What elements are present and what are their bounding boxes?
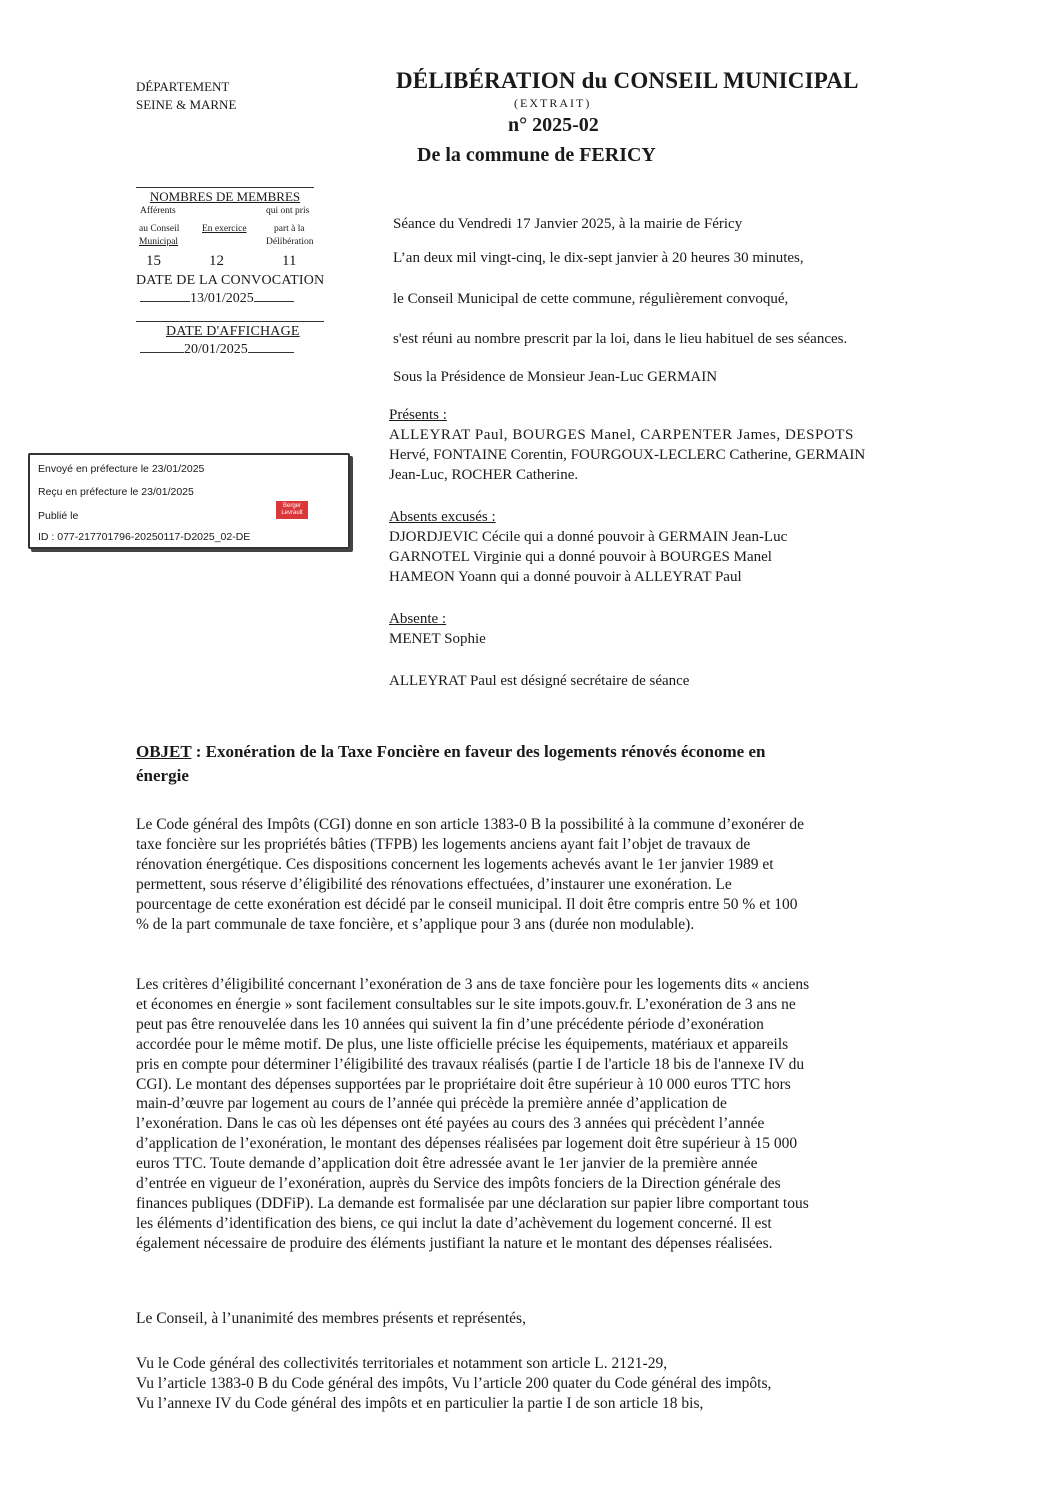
- presents-label: Présents :: [389, 407, 447, 423]
- p2-line: d’entrée en vigueur de l’exonération, auprès du Service des impôts fonciers de la Direction générale des: [136, 1175, 781, 1193]
- vu-line: Vu l’article 1383-0 B du Code général des impôts, Vu l’article 200 quater du Code général des impôts,: [136, 1374, 772, 1392]
- commune-title: De la commune de FERICY: [417, 144, 656, 166]
- absents-line2: GARNOTEL Virginie qui a donné pouvoir à BOURGES Manel: [389, 549, 772, 565]
- p2-line: finances publiques (DDFiP). La demande est formalisée par une déclaration sur papier libre comportant tous: [136, 1194, 809, 1212]
- p2-line: peut pas être renouvelée dans les 10 années qui suivent la fin d’une précédente période d’exonération: [136, 1015, 764, 1033]
- presents-line1: ALLEYRAT Paul, BOURGES Manel, CARPENTER James, DESPOTS: [389, 427, 854, 443]
- stamp-recu: Reçu en préfecture le 23/01/2025: [38, 486, 194, 498]
- paragraph-2: [136, 975, 958, 1254]
- p2-line: euros TTC. Toute demande d’application doit être adressée avant le 1er janvier de la première année: [136, 1155, 758, 1173]
- p2-line: main-d’œuvre par logement au cours de l’année qui précède la première année d’application de: [136, 1095, 727, 1113]
- membres-columns: [136, 205, 332, 249]
- p2-line: les éléments d’identification des biens, ce qui inclut la date d’achèvement du logement concerné. Il est: [136, 1214, 772, 1232]
- absente-label: Absente :: [389, 611, 447, 627]
- p1-line: Le Code général des Impôts (CGI) donne en son article 1383-0 B la possibilité à la commune d’exonérer de: [136, 816, 805, 833]
- extrait-label: (EXTRAIT): [514, 96, 592, 110]
- count-afferents: 15: [146, 253, 161, 269]
- objet-text1: Exonération de la Taxe Foncière en faveur des logements rénovés économe en: [205, 742, 766, 761]
- count-en-exercice: 12: [209, 253, 224, 269]
- membres-counts: [136, 251, 332, 273]
- department-block: [136, 78, 236, 114]
- objet-heading: [136, 740, 926, 788]
- membres-heading: NOMBRES DE MEMBRES: [136, 187, 314, 205]
- absents-line1: DJORDJEVIC Cécile qui a donné pouvoir à GERMAIN Jean-Luc: [389, 529, 788, 545]
- p1-line: % de la part communale de taxe foncière, et s’applique pour 3 ans (durée non modulable).: [136, 915, 695, 933]
- berger-levrault-logo: [276, 501, 308, 519]
- membres-block: [136, 187, 332, 358]
- seance-line1: Séance du Vendredi 17 Janvier 2025, à la mairie de Féricy: [393, 216, 743, 232]
- col-afferents-b: Municipal: [139, 237, 179, 247]
- logo-line1: Berger: [282, 503, 301, 509]
- seance-line4: s'est réuni au nombre prescrit par la loi, dans le lieu habituel de ses séances.: [393, 331, 848, 347]
- stamp-publie: Publié le: [38, 510, 79, 522]
- objet-label: OBJET: [136, 742, 192, 761]
- col-afferents-top: Afférents: [140, 206, 176, 216]
- col-votants: part à la: [274, 224, 305, 234]
- p1-line: taxe foncière sur les propriétés bâties (TFPB) les logements anciens ayant fait l’objet de travaux de: [136, 835, 751, 853]
- deliberation-number: n° 2025-02: [508, 114, 599, 136]
- absente-line1: MENET Sophie: [389, 631, 486, 647]
- stamp-envoye: Envoyé en préfecture le 23/01/2025: [38, 463, 205, 475]
- p2-line: d’application de l’exonération, le montant des dépenses réalisées par logement doit être supérieur à 15 000: [136, 1135, 798, 1153]
- affichage-label: DATE D'AFFICHAGE: [166, 324, 300, 339]
- p2-line: accordée pour le même motif. De plus, une liste officielle précise les équipements, matériaux et appareils: [136, 1035, 789, 1053]
- col-votants-b: Délibération: [266, 237, 314, 247]
- attendance-block: [389, 405, 953, 691]
- col-en-exercice: En exercice: [202, 224, 247, 234]
- vu-line: Vu l’annexe IV du Code général des impôts et en particulier la partie I de son article 18 bis,: [136, 1394, 704, 1412]
- seance-line3: le Conseil Municipal de cette commune, régulièrement convoqué,: [393, 291, 789, 307]
- col-votants-top: qui ont pris: [266, 206, 310, 216]
- vu-line: Vu le Code général des collectivités territoriales et notamment son article L. 2121-29,: [136, 1355, 668, 1372]
- conseil-line: Le Conseil, à l’unanimité des membres présents et représentés,: [136, 1310, 526, 1327]
- region-label: SEINE & MARNE: [136, 97, 237, 112]
- logo-line2: Levrault: [281, 510, 303, 516]
- absents-line3: HAMEON Yoann qui a donné pouvoir à ALLEYRAT Paul: [389, 569, 742, 585]
- secretaire-line: ALLEYRAT Paul est désigné secrétaire de séance: [389, 673, 690, 689]
- objet-sep: :: [191, 742, 206, 761]
- document-title: DÉLIBÉRATION du CONSEIL MUNICIPAL: [396, 68, 859, 93]
- seance-line2: L’an deux mil vingt-cinq, le dix-sept janvier à 20 heures 30 minutes,: [393, 250, 804, 266]
- prefecture-stamp: [28, 453, 350, 549]
- seance-line5: Sous la Présidence de Monsieur Jean-Luc GERMAIN: [393, 369, 718, 385]
- department-label: DÉPARTEMENT: [136, 79, 230, 94]
- affichage-date-line: [140, 342, 332, 358]
- vu-block: [136, 1354, 958, 1414]
- presents-line2: Hervé, FONTAINE Corentin, FOURGOUX-LECLERC Catherine, GERMAIN: [389, 447, 866, 463]
- affichage-date: 20/01/2025: [184, 342, 248, 357]
- convocation-date-line: [140, 291, 332, 307]
- presents-line3: Jean-Luc, ROCHER Catherine.: [389, 467, 579, 483]
- p1-line: permettent, sous réserve d’éligibilité des rénovations effectuées, d’instaurer une exonération. Le: [136, 875, 732, 893]
- p1-line: pourcentage de cette exonération est décidé par le conseil municipal. Il doit être compris entre 50 % et 100: [136, 895, 798, 913]
- p2-line: l’exonération. Dans le cas où les dépenses ont été payées au cours des 3 années qui précèdent l’année: [136, 1115, 765, 1133]
- absents-label: Absents excusés :: [389, 509, 496, 525]
- stamp-id: ID : 077-217701796-20250117-D2025_02-DE: [38, 531, 251, 543]
- p2-line: pris en compte pour déterminer l’éligibilité des travaux réalisés (partie I de l'article 18 bis de l'annexe IV du: [136, 1055, 805, 1073]
- p2-line: Les critères d’éligibilité concernant l’exonération de 3 ans de taxe foncière pour les logements dits « anciens: [136, 976, 810, 993]
- p2-line: et économes en énergie » sont facilement consultables sur le site impots.gouv.fr. L’exonération de 3 ans ne: [136, 995, 796, 1013]
- convocation-date: 13/01/2025: [190, 291, 254, 306]
- paragraph-1: [136, 815, 958, 934]
- objet-text2: énergie: [136, 766, 189, 785]
- p2-line: également nécessaire de produire des éléments justifiant la nature et le montant des dépenses réalisées.: [136, 1234, 773, 1252]
- convocation-label: DATE DE LA CONVOCATION: [136, 273, 325, 288]
- p1-line: rénovation énergétique. Ces dispositions concernent les logements achevés avant le 1er janvier 1989 et: [136, 855, 774, 873]
- count-votants: 11: [282, 253, 297, 269]
- p2-line: CGI). Le montant des dépenses supportées par le propriétaire doit être supérieur à 10 000 euros TTC hors: [136, 1075, 791, 1093]
- col-afferents: au Conseil: [139, 224, 180, 234]
